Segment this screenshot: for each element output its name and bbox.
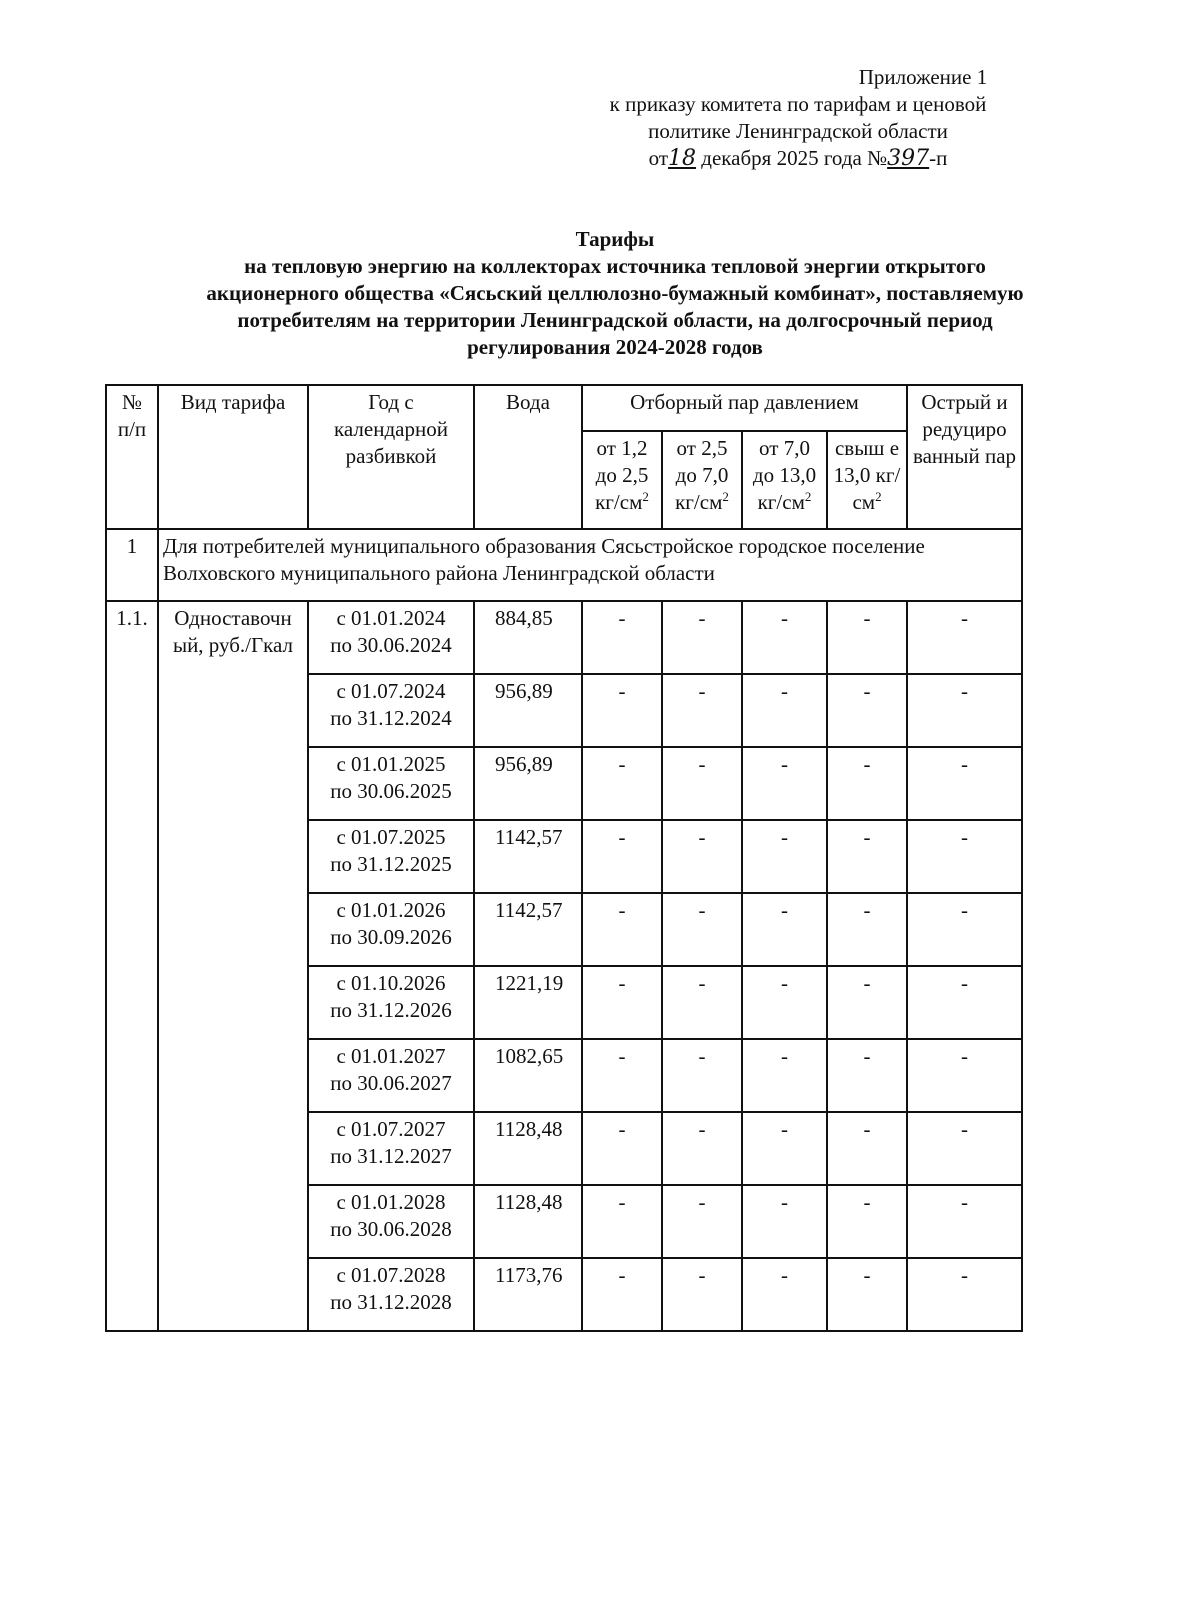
- empty-value-dash: -: [907, 1039, 1022, 1112]
- period-end: по 31.12.2024: [330, 706, 452, 730]
- empty-value-dash: -: [907, 1112, 1022, 1185]
- period-start: с 01.07.2027: [336, 1117, 446, 1141]
- title-line-2: акционерного общества «Сясьский целлюлозно-бумажный комбинат», поставляемую: [206, 281, 1024, 305]
- empty-value-dash: -: [662, 1185, 742, 1258]
- number-suffix: -п: [929, 146, 948, 170]
- empty-value-dash: -: [662, 820, 742, 893]
- header-steam-2: от 2,5 до 7,0 $кг/см^2$: [662, 431, 742, 529]
- header-num: № п/п: [106, 385, 158, 529]
- period-end: по 30.06.2027: [330, 1071, 452, 1095]
- water-value: 956,89: [474, 747, 582, 820]
- empty-value-dash: -: [827, 1258, 907, 1331]
- empty-value-dash: -: [827, 1185, 907, 1258]
- empty-value-dash: -: [742, 601, 827, 674]
- period-end: по 30.09.2026: [330, 925, 452, 949]
- period-cell: [308, 1112, 474, 1185]
- period-start: с 01.01.2026: [336, 898, 446, 922]
- header-steam-group: Отборный пар давлением: [582, 385, 907, 431]
- empty-value-dash: -: [662, 674, 742, 747]
- empty-value-dash: -: [827, 820, 907, 893]
- empty-value-dash: -: [827, 966, 907, 1039]
- title-heading: Тарифы: [575, 227, 655, 251]
- period-start: с 01.07.2025: [336, 825, 446, 849]
- section-num: 1: [106, 529, 158, 601]
- period-end: по 30.06.2028: [330, 1217, 452, 1241]
- header-steam-3: от 7,0 до 13,0 $кг/см^2$: [742, 431, 827, 529]
- item-tariff-type: Одноставочн ый, руб./Гкал: [158, 601, 308, 1331]
- empty-value-dash: -: [582, 966, 662, 1039]
- period-end: по 30.06.2025: [330, 779, 452, 803]
- empty-value-dash: -: [907, 893, 1022, 966]
- empty-value-dash: -: [582, 1039, 662, 1112]
- empty-value-dash: -: [827, 1112, 907, 1185]
- period-end: по 31.12.2026: [330, 998, 452, 1022]
- period-cell: [308, 966, 474, 1039]
- empty-value-dash: -: [742, 820, 827, 893]
- empty-value-dash: -: [827, 674, 907, 747]
- empty-value-dash: -: [582, 747, 662, 820]
- water-value: 1128,48: [474, 1185, 582, 1258]
- empty-value-dash: -: [742, 674, 827, 747]
- empty-value-dash: -: [742, 1258, 827, 1331]
- empty-value-dash: -: [742, 1185, 827, 1258]
- empty-value-dash: -: [662, 1112, 742, 1185]
- empty-value-dash: -: [582, 601, 662, 674]
- empty-value-dash: -: [582, 674, 662, 747]
- empty-value-dash: -: [582, 893, 662, 966]
- header-water: Вода: [474, 385, 582, 529]
- empty-value-dash: -: [582, 820, 662, 893]
- title-line-4: регулирования 2024-2028 годов: [467, 335, 763, 359]
- empty-value-dash: -: [907, 1185, 1022, 1258]
- period-start: с 01.07.2024: [336, 679, 446, 703]
- header-steam-4: свыш е 13,0 $кг/см^2$: [827, 431, 907, 529]
- empty-value-dash: -: [662, 1039, 742, 1112]
- empty-value-dash: -: [827, 747, 907, 820]
- period-start: с 01.01.2027: [336, 1044, 446, 1068]
- header-steam-1: от 1,2 до 2,5 $кг/см^2$: [582, 431, 662, 529]
- empty-value-dash: -: [662, 747, 742, 820]
- empty-value-dash: -: [582, 1112, 662, 1185]
- appendix-title: Приложение 1: [858, 65, 988, 89]
- empty-value-dash: -: [582, 1258, 662, 1331]
- date-middle: декабря 2025 года №: [701, 146, 888, 170]
- period-start: с 01.10.2026: [336, 971, 446, 995]
- empty-value-dash: -: [907, 601, 1022, 674]
- empty-value-dash: -: [907, 820, 1022, 893]
- appendix-line-3: политике Ленинградской области: [648, 119, 948, 143]
- period-end: по 31.12.2027: [330, 1144, 452, 1168]
- period-start: с 01.01.2028: [336, 1190, 446, 1214]
- water-value: 1221,19: [474, 966, 582, 1039]
- period-cell: [308, 1258, 474, 1331]
- water-value: 1082,65: [474, 1039, 582, 1112]
- empty-value-dash: -: [662, 893, 742, 966]
- period-cell: [308, 747, 474, 820]
- section-title: Для потребителей муниципального образования Сясьстройское городское поселение Волховского муниципального района Ленинградской области: [158, 529, 1022, 601]
- header-tariff-type: Вид тарифа: [158, 385, 308, 529]
- water-value: 1142,57: [474, 820, 582, 893]
- empty-value-dash: -: [582, 1185, 662, 1258]
- empty-value-dash: -: [827, 1039, 907, 1112]
- tariff-table: [105, 384, 1023, 1332]
- water-value: 1128,48: [474, 1112, 582, 1185]
- header-period: Год с календарной разбивкой: [308, 385, 474, 529]
- appendix-header: [518, 64, 1078, 172]
- empty-value-dash: -: [662, 966, 742, 1039]
- empty-value-dash: -: [742, 1112, 827, 1185]
- appendix-date-line: [518, 145, 1078, 172]
- table-row: [106, 601, 1022, 674]
- empty-value-dash: -: [742, 1039, 827, 1112]
- period-cell: [308, 1039, 474, 1112]
- period-cell: [308, 1185, 474, 1258]
- empty-value-dash: -: [907, 1258, 1022, 1331]
- water-value: 1173,76: [474, 1258, 582, 1331]
- water-value: 1142,57: [474, 893, 582, 966]
- period-end: по 30.06.2024: [330, 633, 452, 657]
- empty-value-dash: -: [742, 966, 827, 1039]
- empty-value-dash: -: [662, 1258, 742, 1331]
- date-prefix: от: [648, 146, 669, 170]
- period-cell: [308, 893, 474, 966]
- period-cell: [308, 820, 474, 893]
- period-end: по 31.12.2025: [330, 852, 452, 876]
- handwritten-day: 18: [668, 146, 697, 171]
- period-end: по 31.12.2028: [330, 1290, 452, 1314]
- title-line-3: потребителям на территории Ленинградской области, на долгосрочный период: [237, 308, 993, 332]
- document-title: [130, 226, 1100, 361]
- header-sharp-steam: Острый и редуциро ванный пар: [907, 385, 1022, 529]
- empty-value-dash: -: [907, 674, 1022, 747]
- empty-value-dash: -: [742, 747, 827, 820]
- period-start: с 01.01.2024: [336, 606, 446, 630]
- period-cell: [308, 601, 474, 674]
- water-value: 884,85: [474, 601, 582, 674]
- period-start: с 01.07.2028: [336, 1263, 446, 1287]
- title-line-1: на тепловую энергию на коллекторах источника тепловой энергии открытого: [244, 254, 986, 278]
- water-value: 956,89: [474, 674, 582, 747]
- handwritten-number: 397: [887, 146, 930, 171]
- empty-value-dash: -: [907, 966, 1022, 1039]
- period-start: с 01.01.2025: [336, 752, 446, 776]
- empty-value-dash: -: [662, 601, 742, 674]
- item-num: 1.1.: [106, 601, 158, 1331]
- appendix-line-2: к приказу комитета по тарифам и ценовой: [609, 92, 987, 116]
- period-cell: [308, 674, 474, 747]
- empty-value-dash: -: [827, 601, 907, 674]
- empty-value-dash: -: [827, 893, 907, 966]
- empty-value-dash: -: [907, 747, 1022, 820]
- empty-value-dash: -: [742, 893, 827, 966]
